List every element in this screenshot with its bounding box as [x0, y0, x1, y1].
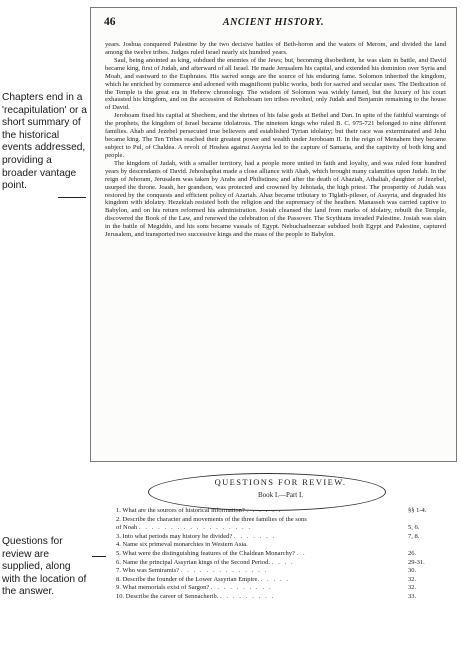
- answer-reference: 5, 6.: [408, 524, 420, 532]
- question-text: 3. Into what periods may history be divided?: [116, 532, 233, 540]
- question-text: 4. Name six primeval monarchies in Western Asia.: [116, 541, 248, 549]
- question-item: [116, 507, 451, 516]
- question-text: 2. Describe the character and movements of the three families of the sons: [116, 515, 307, 523]
- answer-reference: 32.: [408, 575, 417, 583]
- answer-reference: 30.: [408, 567, 417, 575]
- question-item: [116, 584, 451, 593]
- question-item: [116, 516, 451, 525]
- questions-for-review: [104, 465, 457, 645]
- question-item: [116, 559, 451, 568]
- questions-subheading: Book I.—Part I.: [257, 491, 304, 499]
- answer-reference: 7, 8.: [408, 532, 420, 540]
- question-item: [116, 567, 451, 576]
- leader-dots: . . . . . . . . . . . . . . . . . .: [138, 524, 252, 532]
- paragraph: years. Joshua conquered Palestine by the two decisive battles of Beth-horon and the waters of Merom, and divided the land among the twelve tribes. Judges ruled Israel nearly six hundred years.: [105, 41, 446, 56]
- leader-dots: . . . . . .: [246, 507, 282, 514]
- leader-dots: . . . . .: [260, 575, 290, 583]
- answer-reference: 32.: [408, 584, 417, 592]
- answer-reference: 29-31.: [408, 558, 425, 566]
- paragraph: Saul, being anointed as king, subdued the enemies of the Jews; but, becoming disobedient, he was slain in battle, and David became king, first of Judah, and afterward of all Israel. He made Jerusalem his capital, and extended his dominion over Syria and Moab, and eastward to the Euphrates. His sacred songs are the source of his enduring fame. Solomon inherited the kingdom, which he enriched by commerce and adorned with magnificent public works, both for sacred and secular uses. The Dedication of the Temple is the great era in Hebrew chronology. The wisdom of Solomon was widely famed, but the luxury of his court exhausted his kingdom, and on the accession of Rehoboam ten tribes revolted, only Judah and Benjamin remaining to the house of David.: [105, 56, 446, 112]
- paragraph: Jeroboam fixed his capital at Shechem, and the shrines of his false gods at Bethel and Dan. In spite of the faithful warnings of the prophets, the kingdom of Israel became idolatrous. The nineteen kings who ruled B. C. 975-721 belonged to nine different families. Ahab and Jezebel persecuted true believers and established Tyrian idolatry; but their race was exterminated and Jehu became king. The Ten Tribes reached their greatest power and wealth under Jeroboam II. In the reign of Menahem they became subject to Pul, of Chaldea. A revolt of Hoshea against Assyria led to the capture of Samaria, and the captivity of both king and people.: [105, 112, 446, 159]
- recapitulation-annotation: Chapters end in a 'recapitulation' or a short summary of the historical events addressed, providing a broader vantage point.: [2, 92, 87, 192]
- question-item: [116, 524, 451, 533]
- question-item: [116, 576, 451, 585]
- leader-dots: . . . . . . . . . . . . . .: [180, 567, 268, 575]
- paragraph: The kingdom of Judah, with a smaller territory, had a people more united in faith and loyalty, and was ruled four hundred years by descendants of David. Jehoshaphat made a close alliance with Ahab, which brought many calamities upon Judah. In the reign of Jehoram, Jerusalem was taken by Arabs and Philistines; and after the death of Ahaziah, Athaliah, daughter of Jezebel, usurped the throne. Joash, her grandson, was protected and crowned by Jehoiada, the high priest. The prosperity of Judah was restored by the conquests and efficient policy of Azariah. Ahaz became tributary to Tiglath-pileser, of Assyria, and degraded his kingdom with idolatry. Hezekiah resisted both the religion and the supremacy of the heathen. Manasseh was carried captive to Babylon, and on his return reformed his administration. Josiah cleansed the land from marks of idolatry, rebuilt the Temple, discovered the Book of the Law, and renewed the celebration of the Passover. The Scythians invaded Palestine. Josiah was slain in the battle of Megiddo, and his sons became vassals of Egypt. Nebuchadnezzar subdued both Egypt and Palestine, captured Jerusalem, and transported two successive kings and the mass of the people to Babylon.: [105, 159, 446, 239]
- question-text: 9. What memorials exist of Sargon?: [116, 584, 210, 592]
- questions-heading: QUESTIONS FOR REVIEW.: [214, 477, 347, 487]
- page-header: [91, 14, 456, 30]
- leader-dots: . . . . . . . . . .: [210, 584, 273, 592]
- book-page: [90, 7, 457, 462]
- leader-dots: . . . .: [271, 558, 295, 566]
- question-text: 8. Describe the founder of the Lower Assyrian Empire.: [116, 575, 259, 583]
- body-text: [105, 41, 446, 239]
- question-item: [116, 550, 451, 559]
- question-text: 5. What were the distinguishing features of the Chaldean Monarchy?: [116, 549, 295, 557]
- running-title: ANCIENT HISTORY.: [222, 17, 325, 28]
- page-number: 46: [104, 16, 116, 28]
- question-item: [116, 533, 451, 542]
- question-item: [116, 541, 451, 550]
- question-text: of Noah: [116, 524, 138, 532]
- recapitulation-pointer-line: [58, 197, 86, 198]
- answer-reference: §§ 1-4.: [408, 507, 427, 514]
- question-list: [116, 507, 451, 602]
- question-item: [116, 593, 451, 602]
- leader-dots: . . . . . . .: [233, 532, 276, 540]
- question-text: 7. Who was Semiramis?: [116, 567, 180, 575]
- question-text: 1. What are the sources of historical information?: [116, 507, 245, 514]
- answer-reference: 26.: [408, 549, 417, 557]
- leader-dots: . .: [296, 549, 307, 557]
- answer-reference: 33.: [408, 592, 417, 600]
- leader-dots: . . . . . . . . .: [219, 592, 275, 600]
- question-text: 10. Describe the career of Sennacherib.: [116, 592, 219, 600]
- questions-annotation: Questions for review are supplied, along with the location of the answer.: [2, 536, 87, 598]
- question-text: 6. Name the principal Assyrian kings of the Second Period.: [116, 558, 270, 566]
